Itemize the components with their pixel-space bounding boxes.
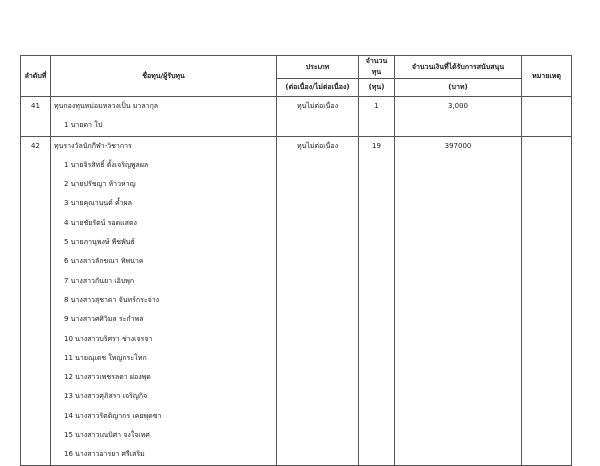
recipient-item: 11 นายณุเดช ใหญ่กระโทก (64, 353, 147, 362)
header-amount: จำนวนเงินที่ได้รับการสนับสนุน (395, 56, 522, 79)
recipient-item: 13 นางสาวศุภิสรา เจริญกิจ (64, 392, 148, 401)
group-count: 19 (359, 136, 395, 465)
group-title: ทุนรางวัลนักกีฬา-วิชาการ (54, 141, 132, 150)
group-type: ทุนไม่ต่อเนื่อง (277, 97, 359, 137)
recipient-item: 16 นางสาวอารยา ศรีเสริม (64, 450, 145, 459)
recipient-item: 8 นางสาวสุชาดา จันทร์กระจ่าง (64, 295, 160, 304)
header-name: ชื่อทุน/ผู้รับทุน (51, 56, 277, 97)
group-name-cell (51, 136, 277, 465)
group-remark (522, 97, 572, 137)
header-type: ประเภท (277, 56, 359, 79)
recipient-item: 15 นางสาวเณบิศา จงใจเทศ (64, 431, 150, 440)
group-type: ทุนไม่ต่อเนื่อง (277, 136, 359, 465)
recipient-item: 4 นายชัยรัตน์ รอดแสดง (64, 218, 137, 227)
header-order: ลำดับที่ (21, 56, 51, 97)
recipient-item: 5 นายภานุพงษ์ พืชพันธ์ (64, 238, 135, 247)
recipient-item: 14 นางสาวรัตติญากร เคยพุดซา (64, 411, 162, 420)
header-remark: หมายเหตุ (522, 56, 572, 97)
group-count: 1 (359, 97, 395, 137)
header-amount-unit: (บาท) (395, 79, 522, 97)
group-name-cell (51, 97, 277, 137)
header-type-sub: (ต่อเนื่อง/ไม่ต่อเนื่อง) (277, 79, 359, 97)
recipient-item: 1 นายจิรสิทธิ์ ตั้งเจริญพูลผล (64, 160, 149, 169)
table-row-group-41 (21, 97, 572, 137)
group-amount: 397000 (395, 136, 522, 465)
group-remark (522, 136, 572, 465)
group-title: ทุนกองทุนหม่อมหลวงเป็น มาลากุล (54, 102, 159, 110)
recipient-item: 6 นางสาวลักขณา ทิพนาค (64, 257, 144, 266)
recipient-item: 9 นางสาวศศิวิมล ระกำพล (64, 315, 144, 324)
recipient-item: 12 นางสาวเพชรลดา ผ่องพุด (64, 373, 151, 382)
recipient-item: 1 นายดา โป (64, 121, 103, 130)
scholarship-table (20, 55, 572, 466)
recipient-item: 7 นางสาวกันยา เอิบพุก (64, 276, 135, 285)
table-row-group-42 (21, 136, 572, 465)
recipient-item: 2 นายปรัชญา ห้าวหาญ (64, 180, 136, 189)
header-count: จำนวนทุน (359, 56, 395, 79)
group-order: 41 (21, 97, 51, 137)
group-order: 42 (21, 136, 51, 465)
recipient-item: 3 นายคุณานนต์ ค้ำผล (64, 199, 132, 208)
header-count-unit: (ทุน) (359, 79, 395, 97)
group-amount: 3,000 (395, 97, 522, 137)
recipient-item: 10 นางสาวบริศรา ช่างเจรจา (64, 334, 153, 343)
